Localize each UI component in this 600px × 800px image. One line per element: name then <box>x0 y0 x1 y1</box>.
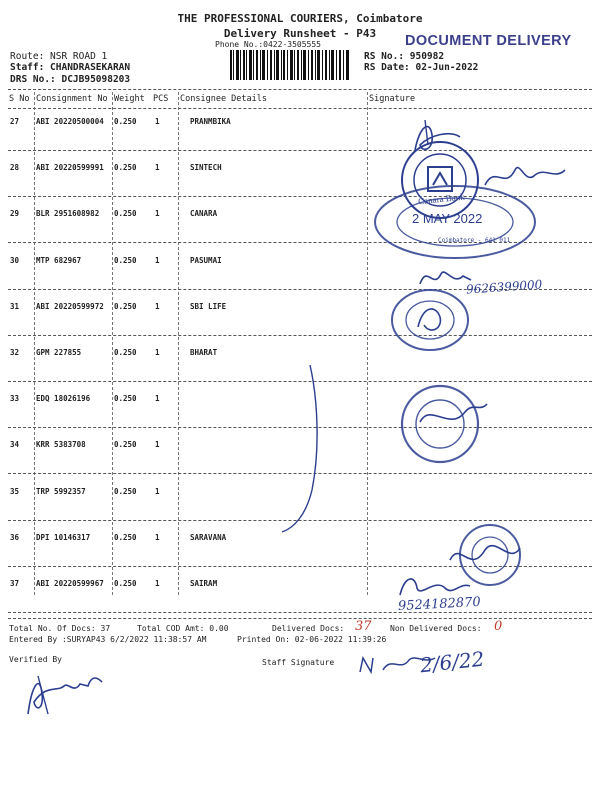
delivered-docs-label: Delivered Docs: <box>272 624 345 633</box>
row-consignment-no: GPM 227855 <box>36 348 82 357</box>
row-consignment-no: ABI 20220599972 <box>36 301 104 311</box>
table-header-rule <box>8 108 592 109</box>
handwritten-date: 2/6/22 <box>418 646 486 678</box>
row-consignee: CANARA <box>190 209 218 219</box>
drs-number: DRS No.: DCJB95098203 <box>10 74 131 85</box>
row-consignment-no: ABI 20220599967 <box>36 579 104 588</box>
bank-stamp-date: 2 MAY 2022 <box>412 211 483 226</box>
row-consignee: SARAVANA <box>190 532 227 542</box>
route-label: Route: NSR ROAD 1 <box>10 51 108 62</box>
row-consignee: SAIRAM <box>190 579 218 588</box>
row-sno: 34 <box>10 440 20 450</box>
row-weight: 0.250 <box>114 209 137 219</box>
row-consignment-no: EDQ 18026196 <box>36 394 91 404</box>
handwritten-phone-2: 9524182870 <box>397 594 482 615</box>
row-pcs: 1 <box>155 394 160 404</box>
printed-on: Printed On: 02-06-2022 11:39:26 <box>237 635 387 644</box>
row-sno: 35 <box>10 486 20 496</box>
bharat-stamp <box>395 382 495 467</box>
row-weight: 0.250 <box>114 255 137 265</box>
verifier-signature <box>18 664 138 724</box>
row-consignment-no: TRP 5992357 <box>36 486 86 496</box>
row-pcs: 1 <box>155 532 160 542</box>
entered-by: Entered By :SURYAP43 6/2/2022 11:38:57 AM <box>9 635 207 644</box>
row-sno: 30 <box>10 255 20 265</box>
bank-stamp-name: Canara Bank <box>417 191 466 207</box>
footer-rule <box>8 618 592 619</box>
row-pcs: 1 <box>155 117 160 126</box>
row-separator <box>8 335 592 336</box>
row-sno: 32 <box>10 348 20 357</box>
row-sno: 31 <box>10 301 20 311</box>
row-weight: 0.250 <box>114 348 137 357</box>
runsheet-title: Delivery Runsheet - P43 <box>223 27 377 40</box>
verified-by-label: Verified By <box>9 655 62 664</box>
row-pcs: 1 <box>155 163 160 173</box>
row-sno: 33 <box>10 394 20 404</box>
row-sno: 27 <box>10 117 20 126</box>
col-consignment: Consignment No <box>36 94 108 104</box>
row-pcs: 1 <box>155 486 160 496</box>
row-weight: 0.250 <box>114 301 137 311</box>
row-weight: 0.250 <box>114 440 137 450</box>
row-pcs: 1 <box>155 209 160 219</box>
col-weight: Weight <box>114 94 145 104</box>
row-consignment-no: ABI 20220500004 <box>36 117 104 126</box>
row-pcs: 1 <box>155 579 160 588</box>
row-consignment-no: ABI 20220599991 <box>36 163 104 173</box>
row-weight: 0.250 <box>114 486 137 496</box>
rs-date: RS Date: 02-Jun-2022 <box>364 62 479 73</box>
col-sno: S No <box>9 94 30 104</box>
col-consignee: Consignee Details <box>180 94 267 104</box>
row-sno: 28 <box>10 163 20 173</box>
handwritten-phone-1: 9626399000 <box>465 277 543 297</box>
bank-stamp-city: Coimbatore - 641 011 <box>438 237 511 244</box>
row-separator <box>8 612 592 613</box>
row-pcs: 1 <box>155 440 160 450</box>
company-title: THE PROFESSIONAL COURIERS, Coimbatore <box>177 12 423 25</box>
pen-stroke <box>270 360 330 540</box>
staff-signature-label: Staff Signature <box>262 658 335 667</box>
row-pcs: 1 <box>155 348 160 357</box>
delivered-docs-count: 37 <box>355 619 372 634</box>
row-sno: 29 <box>10 209 20 219</box>
row-consignment-no: DPI 10146317 <box>36 532 91 542</box>
row-weight: 0.250 <box>114 532 137 542</box>
row-sno: 37 <box>10 579 20 588</box>
total-cod: Total COD Amt: 0.00 <box>137 624 229 633</box>
row-consignment-no: KRR 5383708 <box>36 440 86 450</box>
row-consignment-no: BLR 2951608982 <box>36 209 100 219</box>
row-pcs: 1 <box>155 255 160 265</box>
row-consignment-no: MTP 682967 <box>36 255 82 265</box>
row-weight: 0.250 <box>114 394 137 404</box>
row-consignee: PRANMBIKA <box>190 117 231 126</box>
non-delivered-docs-label: Non Delivered Docs: <box>390 624 482 633</box>
row-sno: 36 <box>10 532 20 542</box>
row-consignee: SINTECH <box>190 163 222 173</box>
row-weight: 0.250 <box>114 579 137 588</box>
rs-number: RS No.: 950982 <box>364 51 445 62</box>
col-pcs: PCS <box>153 94 169 104</box>
document-delivery-label: DOCUMENT DELIVERY <box>405 33 572 49</box>
row-weight: 0.250 <box>114 163 137 173</box>
sbi-life-stamp <box>388 285 473 355</box>
staff-label: Staff: CHANDRASEKARAN <box>10 62 131 73</box>
phone-number: Phone No.:0422-3505555 <box>215 40 321 49</box>
barcode <box>230 50 350 80</box>
row-consignee: PASUMAI <box>190 255 222 265</box>
total-docs: Total No. Of Docs: 37 <box>9 624 111 633</box>
row-pcs: 1 <box>155 301 160 311</box>
row-consignee: BHARAT <box>190 348 218 357</box>
row-weight: 0.250 <box>114 117 137 126</box>
row-consignee: SBI LIFE <box>190 301 227 311</box>
table-top-rule <box>8 89 592 90</box>
col-signature: Signature <box>369 94 416 104</box>
non-delivered-docs-count: 0 <box>494 619 503 634</box>
